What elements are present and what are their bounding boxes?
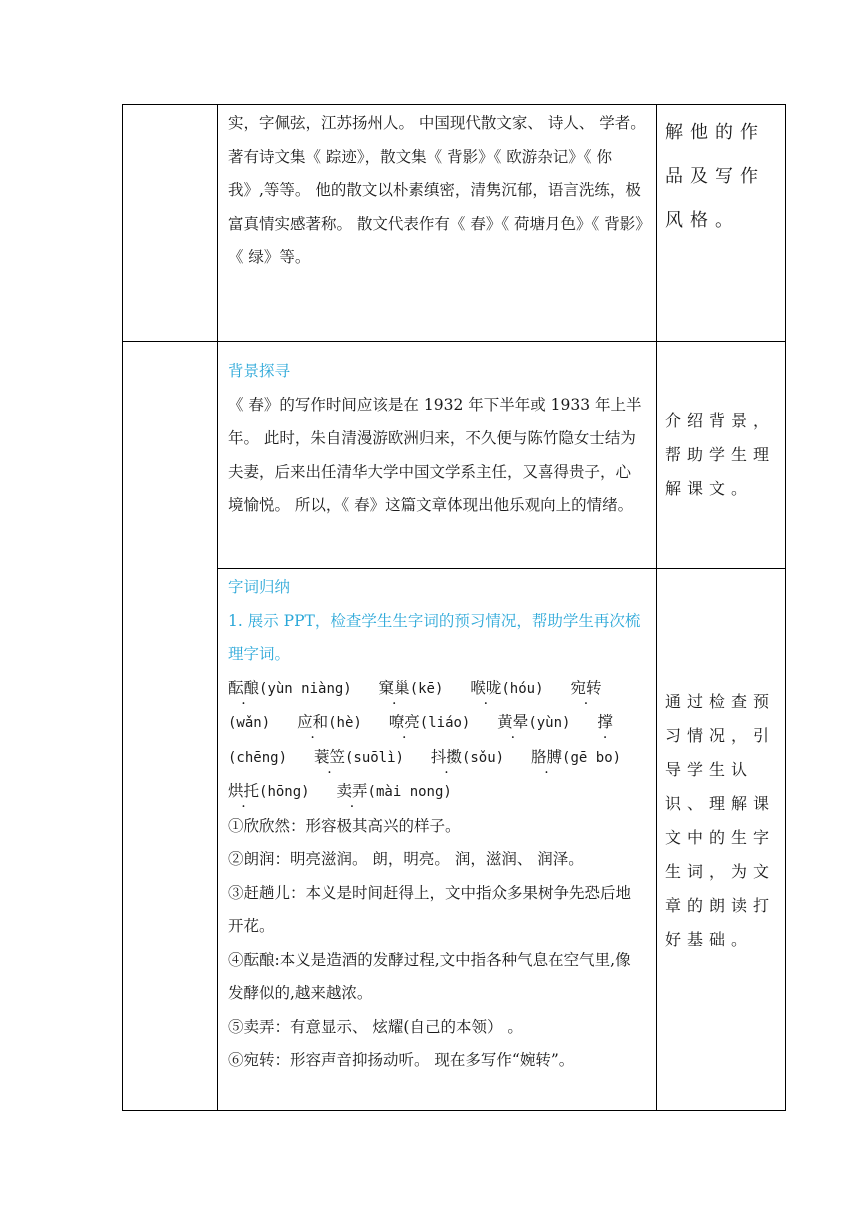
pinyin: (hè)	[328, 715, 362, 731]
pinyin: (suōlì)	[344, 749, 404, 766]
word: 撑	[597, 713, 613, 731]
section-heading: 字词归纳	[228, 578, 291, 596]
pinyin: (kē)	[409, 680, 444, 697]
empty-cell	[123, 105, 218, 342]
word: 应和	[297, 713, 329, 731]
purpose-cell	[657, 342, 786, 569]
section-heading: 背景探寻	[228, 362, 291, 380]
pinyin: (liáo)	[419, 715, 471, 731]
word: 宛转	[570, 678, 602, 697]
word-list	[228, 672, 646, 810]
lesson-plan-table	[122, 104, 786, 1111]
pinyin: (yùn niàng)	[259, 680, 352, 697]
vocabulary-cell	[218, 569, 657, 1111]
word: 嘹亮	[388, 713, 420, 731]
background-paragraph: 《 春》的写作时间应该是在 1932 年下半年或 1933 年上半年。 此时，朱自清漫游欧洲归来，不久便与陈竹隐女士结为夫妻，后来出任清华大学中国文学系主任，又喜得贵子，心境愉悦。 所以，《 春》这篇文章体现出他乐观向上的情绪。	[228, 395, 642, 514]
definition-item: ①欣欣然：形容极其高兴的样子。	[228, 816, 461, 835]
pinyin: (hōng)	[259, 784, 310, 800]
definition-item: ③赶趟儿：本义是时间赶得上，文中指众多果树争先恐后地开花。	[228, 883, 632, 935]
table-row	[123, 342, 786, 569]
pinyin: (gē bo)	[562, 749, 622, 766]
word: 卖弄	[336, 782, 368, 800]
author-cell	[218, 105, 657, 342]
word: 酝酿	[228, 678, 260, 697]
word: 胳膊	[531, 747, 563, 766]
purpose-text: 通过检查预习情况，引导学生认识、理解课文中的生字生词，为文章的朗读打好基础。	[665, 692, 776, 949]
pinyin: (wǎn)	[228, 715, 271, 731]
word: 抖擞	[430, 747, 462, 766]
pinyin: (sǒu)	[461, 749, 505, 766]
word: 喉咙	[470, 678, 502, 697]
empty-cell	[123, 342, 218, 1111]
table-row	[123, 569, 786, 1111]
background-cell	[218, 342, 657, 569]
word: 黄晕	[497, 713, 529, 731]
purpose-text: 解他的作品及写作风格。	[665, 122, 765, 231]
pinyin: (mài nong)	[367, 784, 452, 800]
table-row	[123, 105, 786, 342]
word: 窠巢	[378, 678, 410, 697]
purpose-text: 介绍背景，帮助学生理解课文。	[665, 411, 776, 498]
pinyin: (yùn)	[528, 715, 571, 731]
definition-item: ②朗润：明亮滋润。 朗，明亮。 润，滋润、 润泽。	[228, 850, 584, 868]
purpose-cell	[657, 569, 786, 1111]
step-instruction: 1. 展示 PPT，检查学生生字词的预习情况，帮助学生再次梳理字词。	[228, 611, 641, 663]
author-paragraph: 实，字佩弦，江苏扬州人。 中国现代散文家、 诗人、 学者。 著有诗文集《 踪迹》，散文集《 背影》《 欧游杂记》《 你我》,等等。 他的散文以朴素缜密，清隽沉郁，语言洗练，极富真情实感著称。 散文代表作有《 春》《 荷塘月色》《 背影》《 绿》等。	[228, 114, 646, 266]
word: 烘托	[228, 782, 260, 800]
pinyin: (chēng)	[228, 749, 288, 766]
purpose-cell	[657, 105, 786, 342]
pinyin: (hóu)	[501, 680, 544, 697]
definition-item: ⑤卖弄：有意显示、 炫耀(自己的本领） 。	[228, 1017, 523, 1036]
definition-item: ⑥宛转：形容声音抑扬动听。 现在多写作“婉转”。	[228, 1051, 575, 1069]
word: 蓑笠	[313, 747, 345, 766]
definition-item: ④酝酿:本义是造酒的发酵过程,文中指各种气息在空气里,像发酵似的,越来越浓。	[228, 950, 631, 1002]
